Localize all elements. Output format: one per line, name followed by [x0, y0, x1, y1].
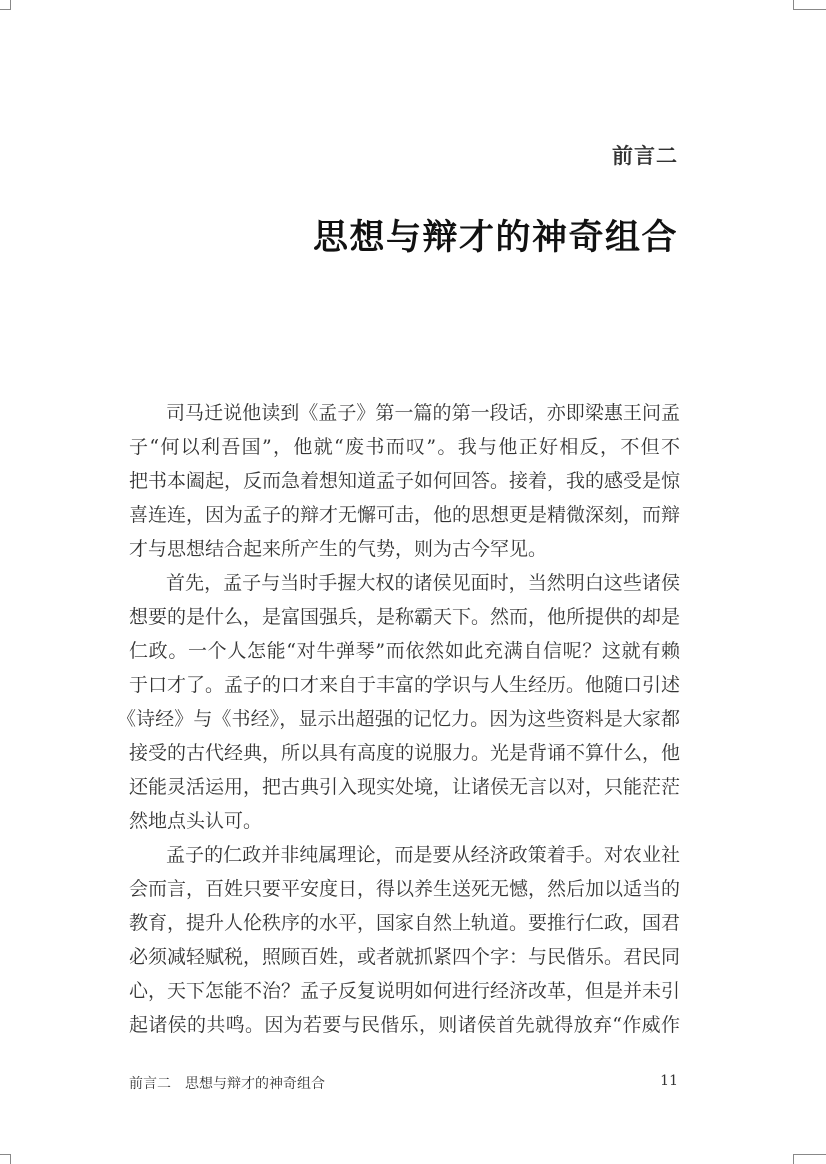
text-line: 教育，提升人伦秩序的水平，国家自然上轨道。要推行仁政，国君: [129, 912, 680, 934]
text-line: 才与思想结合起来所产生的气势，则为古今罕见。: [129, 538, 548, 560]
paragraph: [117, 566, 680, 838]
text-line: 必须减轻赋税，照顾百姓，或者就抓紧四个字：与民偕乐。君民同: [129, 946, 680, 968]
page-number: 11: [660, 1073, 678, 1089]
crop-mark-bottom-left: [0, 1154, 10, 1155]
crop-mark-bottom-left: [10, 1154, 11, 1164]
text-line: 想要的是什么，是富国强兵，是称霸天下。然而，他所提供的却是: [129, 606, 680, 628]
text-line: 会而言，百姓只要平安度日，得以养生送死无憾，然后加以适当的: [129, 878, 680, 900]
crop-mark-bottom-right: [793, 1154, 794, 1164]
crop-mark-top-left: [10, 0, 11, 10]
text-line: 把书本阖起，反而急着想知道孟子如何回答。接着，我的感受是惊: [129, 470, 680, 492]
text-line: 接受的古代经典，所以具有高度的说服力。光是背诵不算什么，他: [129, 742, 680, 764]
text-line: 仁政。一个人怎能“对牛弹琴”而依然如此充满自信呢？这就有赖: [129, 640, 680, 662]
crop-mark-top-left: [0, 9, 10, 10]
body-text: [117, 396, 680, 1042]
crop-mark-top-right: [793, 9, 826, 10]
text-line: 孟子的仁政并非纯属理论，而是要从经济政策着手。对农业社: [166, 844, 680, 866]
chapter-title: 思想与辩才的神奇组合: [312, 218, 678, 258]
text-line: 心，天下怎能不治？孟子反复说明如何进行经济改革，但是并未引: [129, 980, 680, 1002]
crop-mark-bottom-right: [793, 1154, 826, 1155]
chapter-kicker: 前言二: [612, 144, 678, 168]
text-line: 《诗经》与《书经》，显示出超强的记忆力。因为这些资料是大家都: [117, 708, 680, 730]
text-line: 子“何以利吾国”，他就“废书而叹”。我与他正好相反，不但不: [129, 436, 680, 458]
text-line: 还能灵活运用，把古典引入现实处境，让诸侯无言以对，只能茫茫: [129, 776, 680, 798]
text-line: 然地点头认可。: [129, 810, 263, 832]
text-line: 起诸侯的共鸣。因为若要与民偕乐，则诸侯首先就得放弃“作威作: [129, 1014, 680, 1036]
paragraph: [129, 396, 680, 566]
text-line: 喜连连，因为孟子的辩才无懈可击，他的思想更是精微深刻，而辩: [129, 504, 680, 526]
text-line: 司马迁说他读到《孟子》第一篇的第一段话，亦即梁惠王问孟: [166, 402, 680, 424]
text-line: 首先，孟子与当时手握大权的诸侯见面时，当然明白这些诸侯: [166, 572, 680, 594]
text-line: 于口才了。孟子的口才来自于丰富的学识与人生经历。他随口引述: [129, 674, 680, 696]
paragraph: [129, 838, 680, 1042]
running-footer-title: 前言二 思想与辩才的神奇组合: [129, 1076, 325, 1092]
